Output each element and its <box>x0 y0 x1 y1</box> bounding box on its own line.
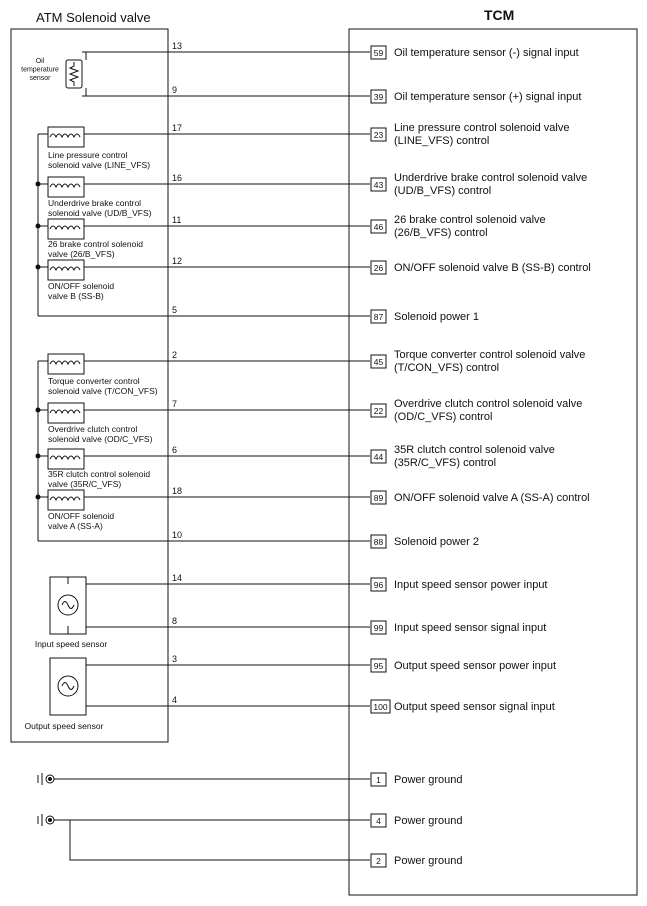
tcm-pin-number: 26 <box>373 263 384 273</box>
oil-sensor-label: sensor <box>29 75 51 82</box>
brake26-label: 26 brake control solenoid <box>48 239 143 249</box>
tcm-pin-number: 96 <box>373 580 384 590</box>
ssb-solenoid-coil <box>48 260 370 280</box>
line-pressure-label: solenoid valve (LINE_VFS) <box>48 160 151 170</box>
tcm-signal-label: (26/B_VFS) control <box>394 227 488 239</box>
ground-symbol-1 <box>38 773 370 785</box>
torque-label: solenoid valve (T/CON_VFS) <box>48 386 158 396</box>
ssb-label: valve B (SS-B) <box>48 291 104 301</box>
wire-pin-number: 10 <box>172 530 183 540</box>
tcm-signal-label: 35R clutch control solenoid valve <box>394 444 555 456</box>
wire-pin-number: 4 <box>172 695 178 705</box>
torque-label: Torque converter control <box>48 376 140 386</box>
clutch35r-label: 35R clutch control solenoid <box>48 469 151 479</box>
line-pressure-label: Line pressure control <box>48 150 128 160</box>
wire-pin-number: 17 <box>172 123 183 133</box>
tcm-signal-label: (T/CON_VFS) control <box>394 362 500 374</box>
atm-title: ATM Solenoid valve <box>36 10 151 25</box>
tcm-pin-number: 95 <box>373 661 384 671</box>
tcm-signal-label: ON/OFF solenoid valve A (SS-A) control <box>394 492 590 504</box>
tcm-pin-number: 99 <box>373 623 384 633</box>
tcm-signal-label: Line pressure control solenoid valve <box>394 122 570 134</box>
tcm-pin-number: 39 <box>373 92 384 102</box>
oil-sensor-label: Oil <box>35 58 45 65</box>
wire-pin-number: 14 <box>172 573 183 583</box>
tcm-signal-label: Oil temperature sensor (+) signal input <box>394 91 582 103</box>
oil-sensor-label: temperature <box>21 66 59 74</box>
tcm-signal-label: Output speed sensor signal input <box>394 701 555 713</box>
tcm-signal-label: Oil temperature sensor (-) signal input <box>394 47 579 59</box>
tcm-pin-number: 100 <box>373 702 388 712</box>
tcm-signal-label: Input speed sensor power input <box>394 579 548 591</box>
brake26-solenoid-coil <box>48 219 370 239</box>
tcm-signal-label: Solenoid power 2 <box>394 536 480 548</box>
tcm-pin-number: 59 <box>373 48 384 58</box>
wire-pin-number: 9 <box>172 85 178 95</box>
wire-pin-number: 16 <box>172 173 183 183</box>
tcm-signal-label: 26 brake control solenoid valve <box>394 214 546 226</box>
overdrive-label: Overdrive clutch control <box>48 424 138 434</box>
wire-pin-number: 18 <box>172 486 183 496</box>
tcm-signal-label: (OD/C_VFS) control <box>394 411 493 423</box>
tcm-signal-label: Input speed sensor signal input <box>394 622 547 634</box>
ssb-label: ON/OFF solenoid <box>48 281 115 291</box>
wire-pin-number: 5 <box>172 305 178 315</box>
wire-pin-number: 6 <box>172 445 178 455</box>
underdrive-solenoid-coil <box>48 177 370 197</box>
ssa-label: valve A (SS-A) <box>48 521 103 531</box>
wire-pin-number: 7 <box>172 399 178 409</box>
tcm-pin-number: 1 <box>376 775 381 785</box>
ssa-solenoid-coil <box>48 490 370 510</box>
ssa-label: ON/OFF solenoid <box>48 511 115 521</box>
oil-temperature-sensor <box>66 52 86 96</box>
input-speed-label: Input speed sensor <box>34 639 108 649</box>
tcm-signal-label: (UD/B_VFS) control <box>394 185 492 197</box>
tcm-signal-label: (LINE_VFS) control <box>394 135 490 147</box>
overdrive-label: solenoid valve (OD/C_VFS) <box>48 434 153 444</box>
tcm-pin-number: 4 <box>376 816 381 826</box>
tcm-signal-label: Power ground <box>394 855 463 867</box>
output-speed-label: Output speed sensor <box>24 721 104 731</box>
tcm-signal-label: Torque converter control solenoid valve <box>394 349 586 361</box>
tcm-pin-number: 89 <box>373 493 384 503</box>
line-pressure-solenoid-coil <box>48 127 370 147</box>
wire-pin-number: 2 <box>172 350 178 360</box>
output-speed-sensor-symbol <box>50 658 370 715</box>
wire-pin-number: 11 <box>172 215 182 225</box>
tcm-pin-number: 45 <box>373 357 384 367</box>
wire-pin-number: 13 <box>172 41 183 51</box>
tcm-signal-label: Solenoid power 1 <box>394 311 480 323</box>
tcm-signal-label: Overdrive clutch control solenoid valve <box>394 398 583 410</box>
overdrive-solenoid-coil <box>48 403 370 423</box>
tcm-pin-number: 2 <box>376 856 381 866</box>
clutch35r-solenoid-coil <box>48 449 370 469</box>
tcm-pin-number: 43 <box>373 180 384 190</box>
tcm-pin-number: 23 <box>373 130 384 140</box>
tcm-signal-label: ON/OFF solenoid valve B (SS-B) control <box>394 262 591 274</box>
tcm-signal-label: Power ground <box>394 815 463 827</box>
torque-converter-solenoid-coil <box>48 354 370 374</box>
tcm-signal-label: Underdrive brake control solenoid valve <box>394 172 588 184</box>
wire-pin-number: 12 <box>172 256 183 266</box>
ground-symbol-2 <box>38 814 370 860</box>
wire-pin-number: 3 <box>172 654 178 664</box>
input-speed-sensor-symbol <box>50 577 370 634</box>
underdrive-label: solenoid valve (UD/B_VFS) <box>48 208 152 218</box>
clutch35r-label: valve (35R/C_VFS) <box>48 479 122 489</box>
tcm-pin-number: 46 <box>373 222 384 232</box>
brake26-label: valve (26/B_VFS) <box>48 249 115 259</box>
tcm-pin-number: 44 <box>373 452 384 462</box>
tcm-pin-number: 22 <box>373 406 384 416</box>
tcm-title: TCM <box>484 7 515 23</box>
tcm-signal-label: Output speed sensor power input <box>394 660 557 672</box>
underdrive-label: Underdrive brake control <box>48 198 142 208</box>
tcm-pin-number: 87 <box>373 312 384 322</box>
wire-pin-number: 8 <box>172 616 178 626</box>
tcm-pin-number: 88 <box>373 537 384 547</box>
tcm-signal-label: (35R/C_VFS) control <box>394 457 497 469</box>
tcm-signal-label: Power ground <box>394 774 463 786</box>
